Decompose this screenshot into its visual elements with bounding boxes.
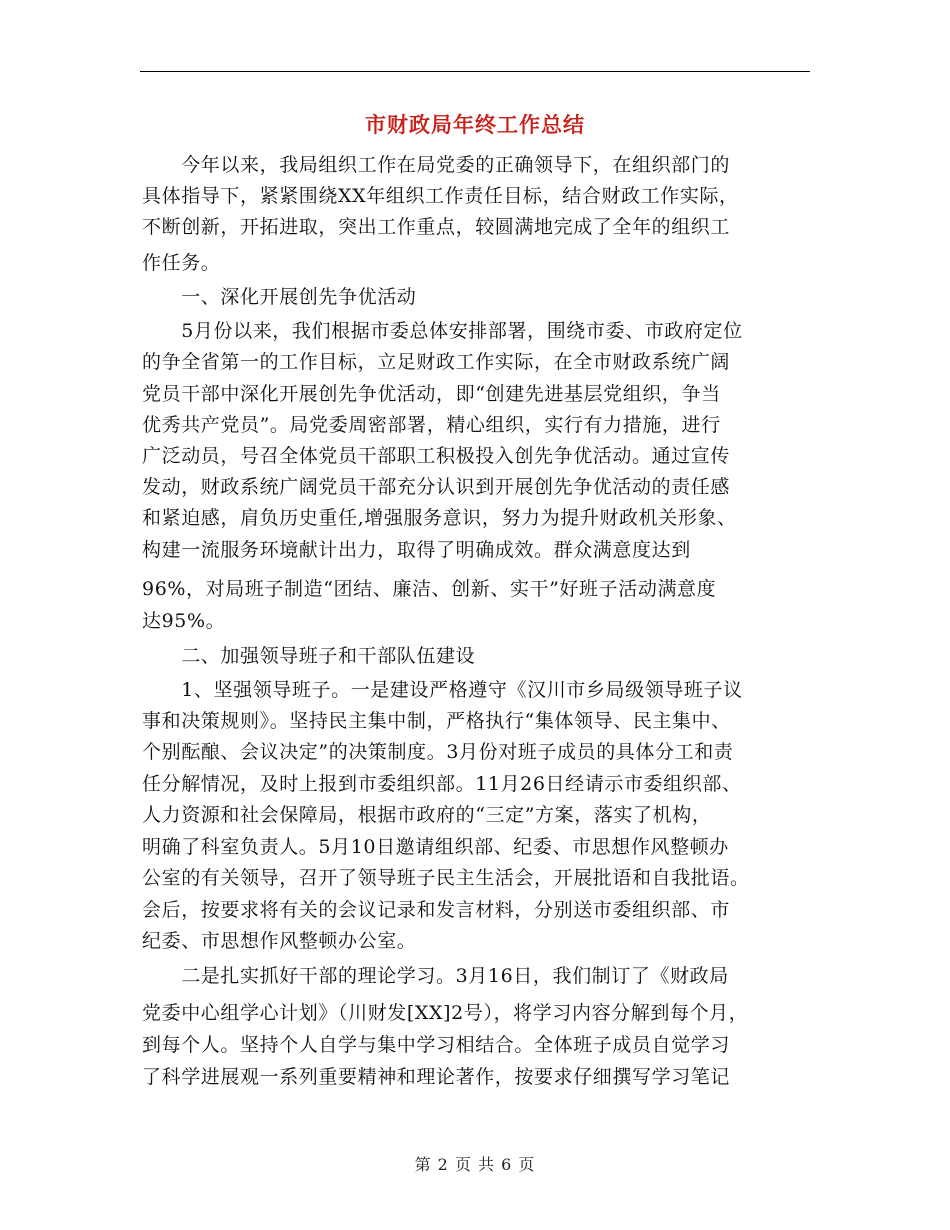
body-line: 96%，对局班子制造“团结、廉洁、创新、实干”好班子活动满意度 bbox=[142, 578, 717, 600]
body-line: 具体指导下，紧紧围绕XX年组织工作责任目标，结合财政工作实际， bbox=[142, 185, 739, 207]
body-line: 个别酝酿、会议决定”的决策制度。3月份对班子成员的具体分工和责 bbox=[142, 741, 734, 763]
body-line: 和紧迫感，肩负历史重任,增强服务意识，努力为提升财政机关形象、 bbox=[142, 507, 737, 529]
header-rule bbox=[140, 71, 810, 72]
body-line: 5月份以来，我们根据市委总体安排部署，围绕市委、市政府定位 bbox=[142, 320, 743, 342]
document-title: 市财政局年终工作总结 bbox=[365, 112, 585, 137]
body-line: 优秀共产党员”。局党委周密部署，精心组织，实行有力措施，进行 bbox=[142, 414, 721, 436]
body-line: 纪委、市思想作风整顿办公室。 bbox=[142, 930, 417, 952]
body-line: 作任务。 bbox=[142, 252, 221, 274]
body-line: 人力资源和社会保障局，根据市政府的“三定”方案，落实了机构， bbox=[142, 804, 712, 826]
page-number: 第 2 页 共 6 页 bbox=[414, 1155, 536, 1174]
section-heading: 一、深化开展创先争优活动 bbox=[142, 286, 417, 308]
body-line: 到每个人。坚持个人自学与集中学习相结合。全体班子成员自觉学习 bbox=[142, 1034, 731, 1056]
body-line: 广泛动员，号召全体党员干部职工积极投入创先争优活动。通过宣传 bbox=[142, 445, 731, 467]
body-line: 任分解情况，及时上报到市委组织部。11月26日经请示市委组织部、 bbox=[142, 773, 742, 795]
body-line: 构建一流服务环境献计出力，取得了明确成效。群众满意度达到 bbox=[142, 539, 691, 561]
body-line: 发动，财政系统广阔党员干部充分认识到开展创先争优活动的责任感 bbox=[142, 476, 731, 498]
body-line: 的争全省第一的工作目标，立足财政工作实际，在全市财政系统广阔 bbox=[142, 351, 731, 373]
body-line: 今年以来，我局组织工作在局党委的正确领导下，在组织部门的 bbox=[142, 154, 731, 176]
body-line: 明确了科室负责人。5月10日邀请组织部、纪委、市思想作风整顿办 bbox=[142, 836, 729, 858]
body-line: 事和决策规则》。坚持民主集中制，严格执行“集体领导、民主集中、 bbox=[142, 710, 731, 732]
body-line: 党员干部中深化开展创先争优活动，即“创建先进基层党组织，争当 bbox=[142, 383, 721, 405]
body-line: 公室的有关领导，召开了领导班子民主生活会，开展批语和自我批语。 bbox=[142, 867, 750, 889]
section-heading: 二、加强领导班子和干部队伍建设 bbox=[142, 645, 476, 667]
body-line: 党委中心组学心计划》（川财发[XX]2号），将学习内容分解到每个月， bbox=[142, 1002, 749, 1024]
body-line: 不断创新，开拓进取，突出工作重点，较圆满地完成了全年的组织工 bbox=[142, 216, 731, 238]
body-line: 1、坚强领导班子。一是建设严格遵守《汉川市乡局级领导班子议 bbox=[142, 679, 743, 701]
body-line: 二是扎实抓好干部的理论学习。3月16日，我们制订了《财政局 bbox=[142, 965, 729, 987]
body-line: 会后，按要求将有关的会议记录和发言材料，分别送市委组织部、市 bbox=[142, 899, 731, 921]
body-line: 了科学进展观一系列重要精神和理论著作，按要求仔细撰写学习笔记 bbox=[142, 1066, 731, 1088]
body-line: 达95%。 bbox=[142, 610, 226, 632]
